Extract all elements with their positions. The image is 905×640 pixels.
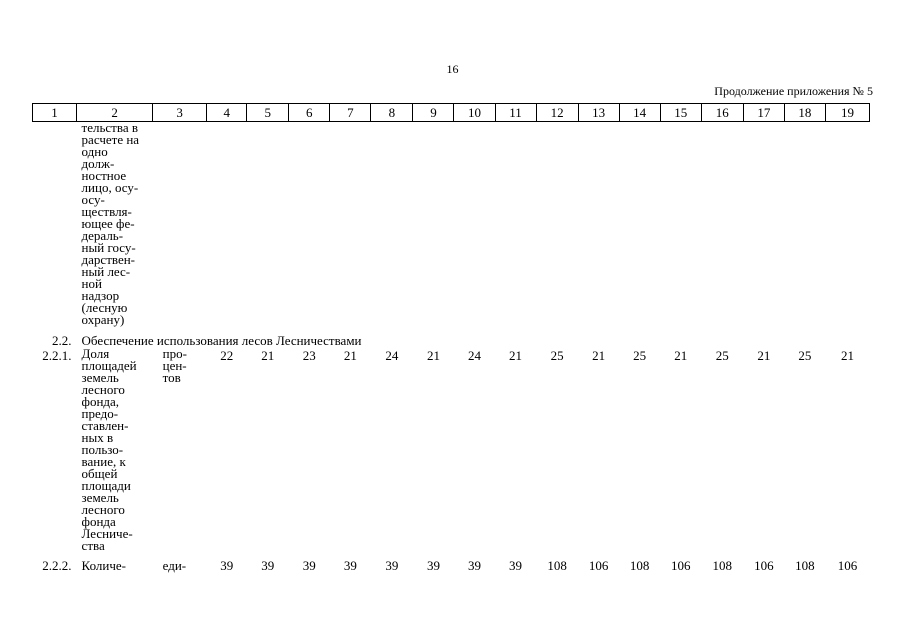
table-cell: 21 [261, 348, 275, 363]
column-header: 9 [413, 104, 454, 122]
section-number: 2.2. [52, 333, 72, 348]
table-cell: 108 [712, 558, 733, 573]
row-description: Доля площадей земель лесного фонда, предо- ставлен- ных в пользо- вание, к общей площади земель лесного фонда Лесниче- ства [81, 346, 137, 553]
column-header: 15 [660, 104, 701, 122]
table-cell: 39 [220, 558, 234, 573]
column-header: 14 [619, 104, 660, 122]
table-row [33, 348, 870, 552]
row-unit: про- цен- тов [162, 346, 187, 385]
table-row [33, 122, 870, 327]
column-header: 8 [371, 104, 413, 122]
table-cell: 21 [509, 348, 523, 363]
row-unit: еди- [162, 558, 187, 573]
column-header: 12 [536, 104, 578, 122]
column-header: 1 [33, 104, 77, 122]
section-row [33, 326, 870, 348]
table-cell: 21 [592, 348, 606, 363]
continuation-label: Продолжение приложения № 5 [714, 84, 873, 98]
column-header: 10 [454, 104, 495, 122]
table-cell: 108 [629, 558, 650, 573]
table-cell: 22 [220, 348, 234, 363]
table-cell: 21 [840, 348, 854, 363]
table-cell: 39 [261, 558, 275, 573]
table-cell: 39 [467, 558, 481, 573]
table-cell: 21 [674, 348, 688, 363]
column-header: 18 [784, 104, 825, 122]
column-header: 16 [701, 104, 743, 122]
table-cell: 25 [633, 348, 647, 363]
column-header: 19 [825, 104, 869, 122]
table-cell: 39 [302, 558, 316, 573]
column-header: 4 [207, 104, 247, 122]
column-header: 7 [330, 104, 371, 122]
table-cell: 39 [509, 558, 523, 573]
table-cell: 21 [757, 348, 771, 363]
table-cell: 24 [467, 348, 481, 363]
page-number: 16 [446, 62, 459, 76]
table-cell: 39 [343, 558, 357, 573]
table-cell: 23 [302, 348, 316, 363]
column-header: 6 [289, 104, 330, 122]
table-cell: 108 [547, 558, 567, 573]
section-title: Обеспечение использования лесов Лесничествами [81, 333, 362, 348]
table-cell: 25 [550, 348, 564, 363]
appendix-table [32, 103, 870, 572]
column-header: 2 [77, 104, 153, 122]
row-number: 2.2.2. [42, 558, 72, 573]
table-cell: 106 [837, 558, 858, 573]
column-header: 3 [153, 104, 207, 122]
row-number: 2.2.1. [42, 348, 72, 363]
column-header: 13 [578, 104, 619, 122]
table-header-row [33, 104, 870, 122]
table-cell: 39 [385, 558, 399, 573]
row-description: Количе- [81, 558, 126, 573]
table-cell: 106 [754, 558, 774, 573]
table-cell: 106 [670, 558, 691, 573]
table-cell: 25 [798, 348, 812, 363]
table-cell: 106 [588, 558, 609, 573]
row-description: тельства в расчете на одно долж- ностное лицо, осу- осу- ществля- ющее фе- дераль- ный госу- дарствен- ный лес- ной надзор (лесную охрану) [81, 120, 140, 327]
table-cell: 39 [426, 558, 440, 573]
column-header: 17 [743, 104, 784, 122]
table-cell: 25 [715, 348, 729, 363]
table-cell: 108 [795, 558, 815, 573]
table-cell: 21 [426, 348, 440, 363]
column-header: 5 [247, 104, 289, 122]
column-header: 11 [495, 104, 536, 122]
table-row [33, 552, 870, 572]
table-cell: 24 [385, 348, 399, 363]
table-cell: 21 [343, 348, 357, 363]
